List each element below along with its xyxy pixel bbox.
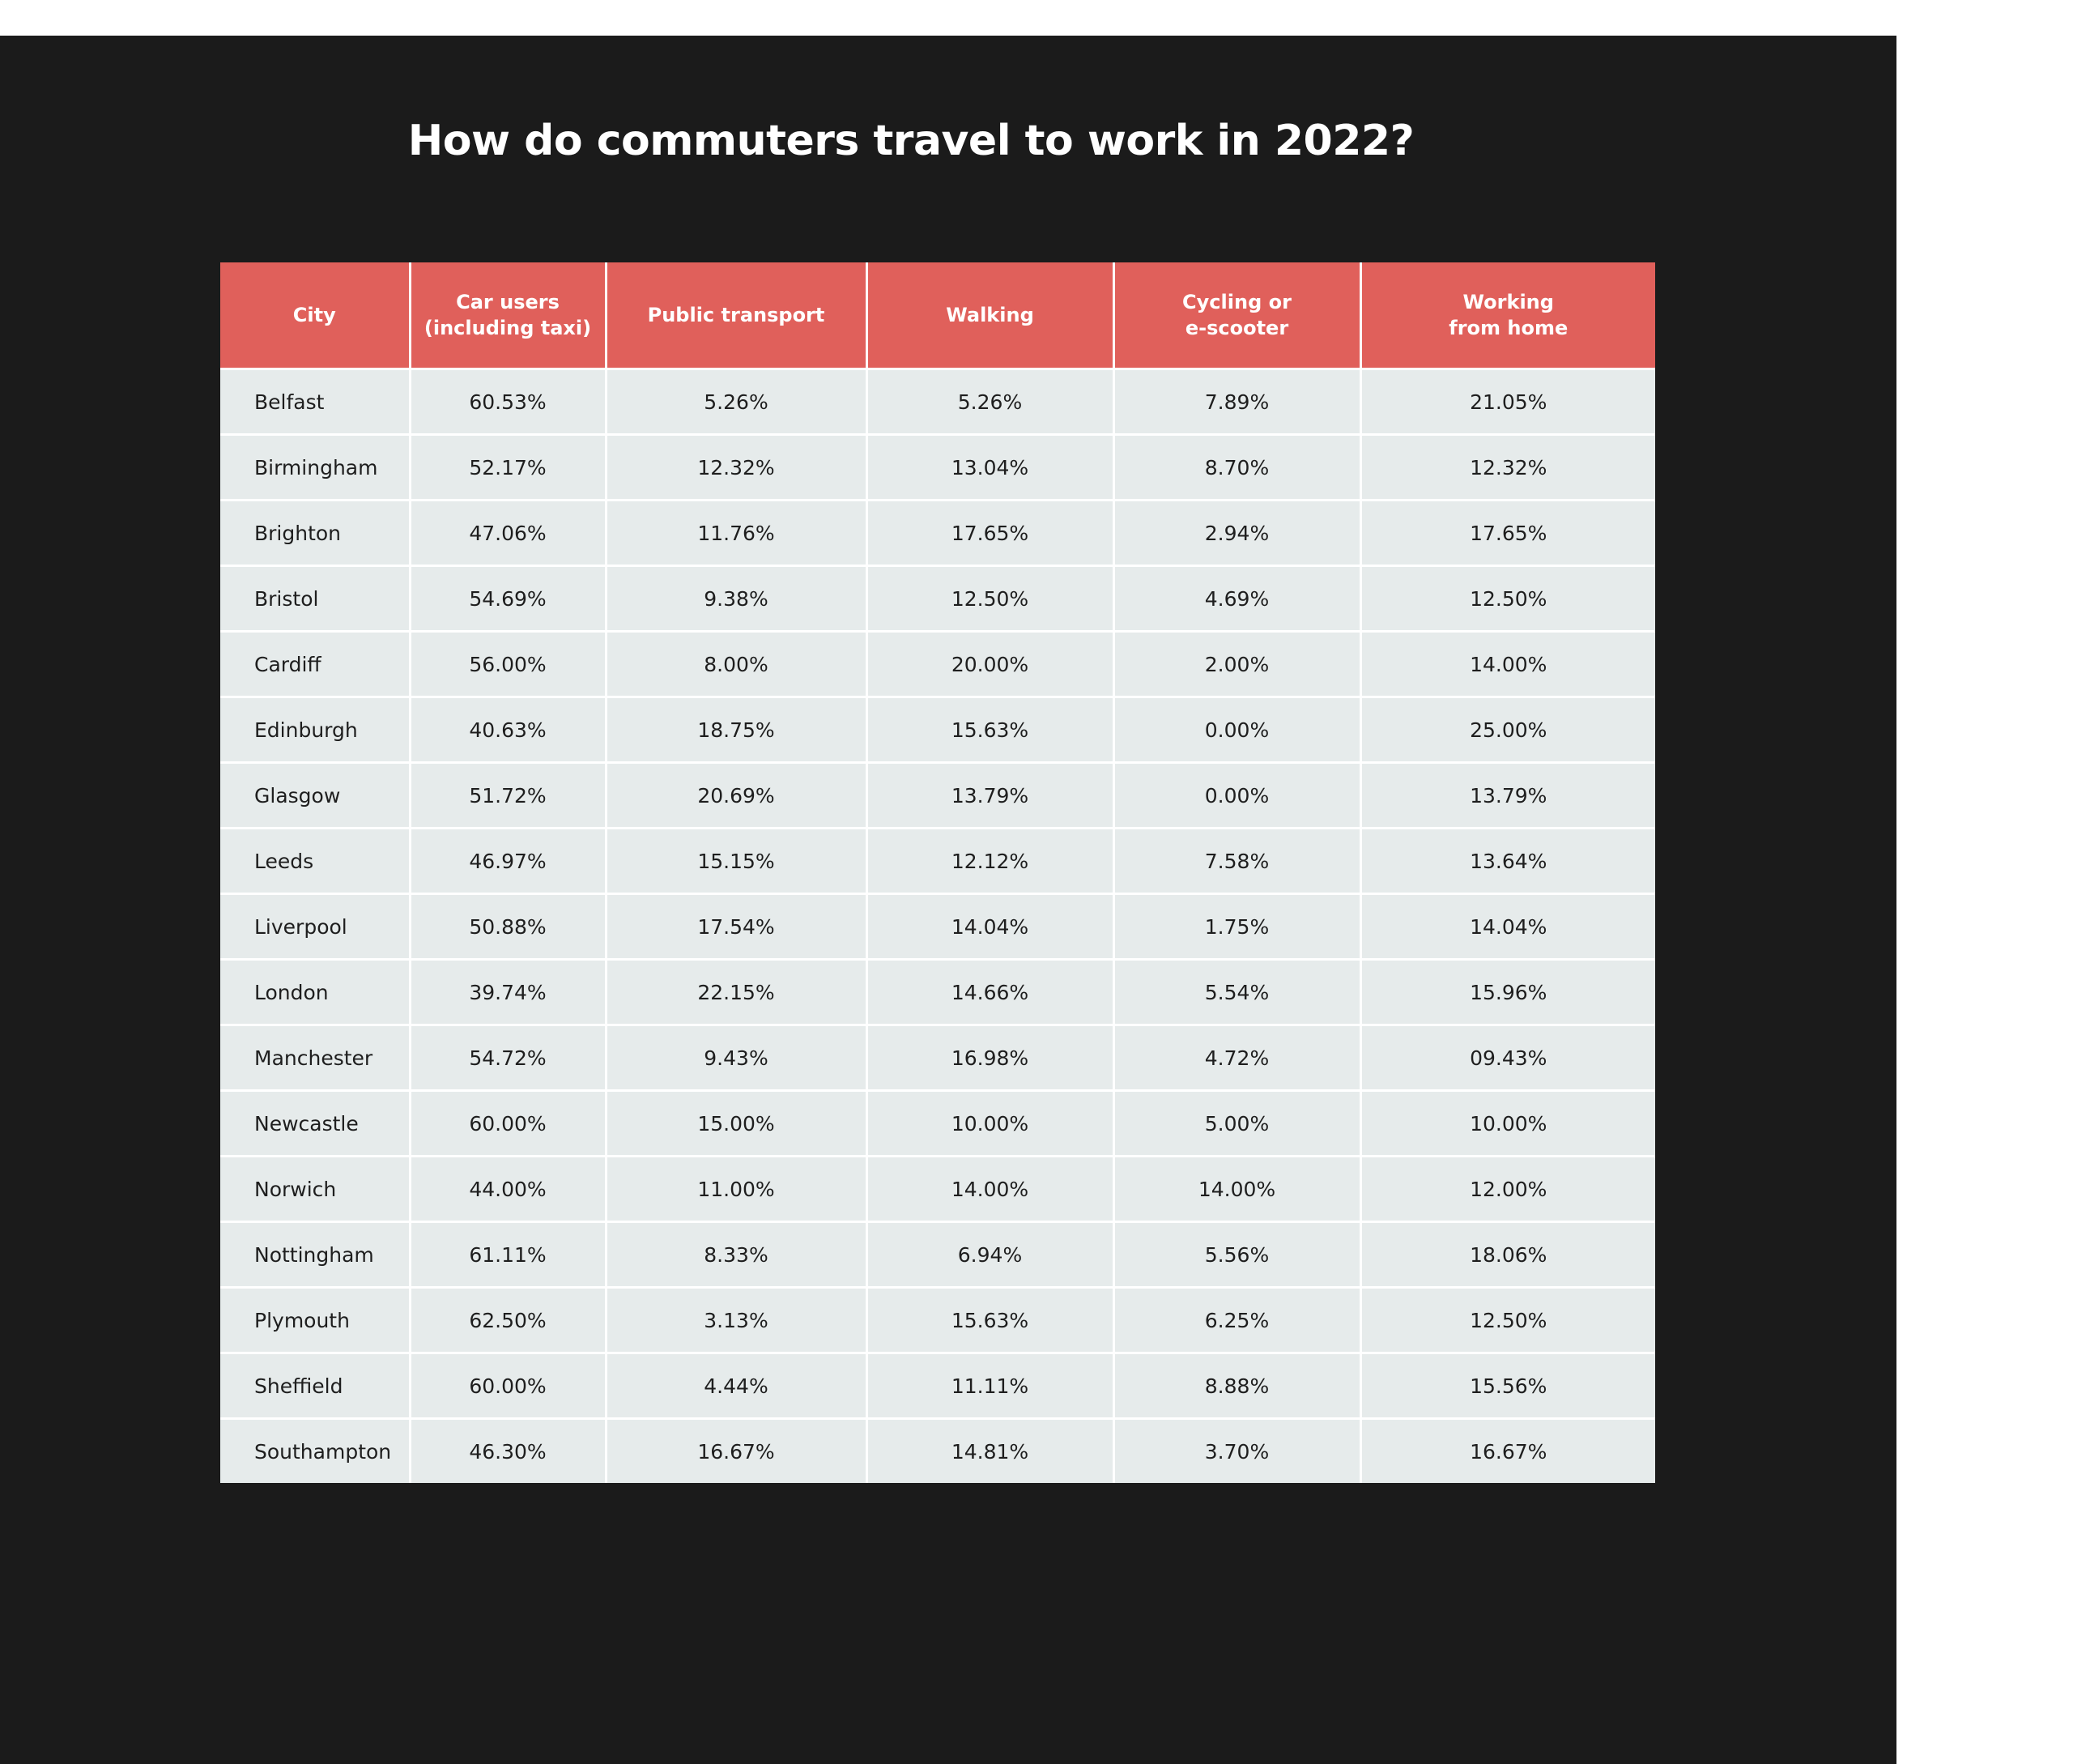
public-transport-cell: 22.15%: [606, 960, 866, 1025]
chart-title: How do commuters travel to work in 2022?: [407, 117, 1415, 165]
walking-cell: 13.04%: [866, 435, 1113, 501]
public-transport-cell: 18.75%: [606, 697, 866, 763]
car-users-cell: 46.30%: [410, 1419, 606, 1484]
cycling-cell: 5.56%: [1113, 1222, 1360, 1288]
working-from-home-cell: 13.64%: [1360, 829, 1655, 894]
city-cell: Brighton: [220, 501, 410, 566]
table-row: [220, 1025, 1655, 1091]
working-from-home-cell: 15.96%: [1360, 960, 1655, 1025]
public-transport-cell: 3.13%: [606, 1288, 866, 1353]
table-row: [220, 763, 1655, 829]
city-cell: Glasgow: [220, 763, 410, 829]
walking-cell: 15.63%: [866, 1288, 1113, 1353]
walking-cell: 14.81%: [866, 1419, 1113, 1484]
city-cell: Leeds: [220, 829, 410, 894]
header-walking: Walking: [866, 262, 1113, 369]
table-row: [220, 960, 1655, 1025]
public-transport-cell: 12.32%: [606, 435, 866, 501]
car-users-cell: 62.50%: [410, 1288, 606, 1353]
city-cell: Southampton: [220, 1419, 410, 1484]
table-row: [220, 1091, 1655, 1157]
walking-cell: 14.66%: [866, 960, 1113, 1025]
working-from-home-cell: 13.79%: [1360, 763, 1655, 829]
public-transport-cell: 15.15%: [606, 829, 866, 894]
cycling-cell: 0.00%: [1113, 697, 1360, 763]
table-row: [220, 1288, 1655, 1353]
cycling-cell: 5.00%: [1113, 1091, 1360, 1157]
car-users-cell: 54.72%: [410, 1025, 606, 1091]
table-row: [220, 501, 1655, 566]
cycling-cell: 5.54%: [1113, 960, 1360, 1025]
working-from-home-cell: 15.56%: [1360, 1353, 1655, 1419]
car-users-cell: 46.97%: [410, 829, 606, 894]
public-transport-cell: 4.44%: [606, 1353, 866, 1419]
working-from-home-cell: 14.00%: [1360, 632, 1655, 697]
car-users-cell: 61.11%: [410, 1222, 606, 1288]
car-users-cell: 54.69%: [410, 566, 606, 632]
walking-cell: 12.12%: [866, 829, 1113, 894]
car-users-cell: 44.00%: [410, 1157, 606, 1222]
working-from-home-cell: 18.06%: [1360, 1222, 1655, 1288]
car-users-cell: 60.00%: [410, 1353, 606, 1419]
walking-cell: 14.00%: [866, 1157, 1113, 1222]
city-cell: Newcastle: [220, 1091, 410, 1157]
cycling-cell: 3.70%: [1113, 1419, 1360, 1484]
car-users-cell: 39.74%: [410, 960, 606, 1025]
cycling-cell: 7.89%: [1113, 369, 1360, 435]
working-from-home-cell: 14.04%: [1360, 894, 1655, 960]
city-cell: Manchester: [220, 1025, 410, 1091]
city-cell: London: [220, 960, 410, 1025]
working-from-home-cell: 25.00%: [1360, 697, 1655, 763]
car-users-cell: 51.72%: [410, 763, 606, 829]
working-from-home-cell: 12.00%: [1360, 1157, 1655, 1222]
header-car-users: Car users (including taxi): [410, 262, 606, 369]
table-row: [220, 632, 1655, 697]
public-transport-cell: 9.43%: [606, 1025, 866, 1091]
walking-cell: 16.98%: [866, 1025, 1113, 1091]
working-from-home-cell: 12.32%: [1360, 435, 1655, 501]
walking-cell: 13.79%: [866, 763, 1113, 829]
header-cycling: Cycling or e-scooter: [1113, 262, 1360, 369]
cycling-cell: 1.75%: [1113, 894, 1360, 960]
car-users-cell: 50.88%: [410, 894, 606, 960]
public-transport-cell: 8.00%: [606, 632, 866, 697]
cycling-cell: 2.94%: [1113, 501, 1360, 566]
cycling-cell: 14.00%: [1113, 1157, 1360, 1222]
working-from-home-cell: 17.65%: [1360, 501, 1655, 566]
public-transport-cell: 9.38%: [606, 566, 866, 632]
public-transport-cell: 11.00%: [606, 1157, 866, 1222]
working-from-home-cell: 12.50%: [1360, 1288, 1655, 1353]
table-row: [220, 894, 1655, 960]
walking-cell: 6.94%: [866, 1222, 1113, 1288]
public-transport-cell: 20.69%: [606, 763, 866, 829]
cycling-cell: 8.70%: [1113, 435, 1360, 501]
cycling-cell: 2.00%: [1113, 632, 1360, 697]
table-row: [220, 566, 1655, 632]
car-users-cell: 52.17%: [410, 435, 606, 501]
public-transport-cell: 17.54%: [606, 894, 866, 960]
city-cell: Liverpool: [220, 894, 410, 960]
city-cell: Birmingham: [220, 435, 410, 501]
car-users-cell: 47.06%: [410, 501, 606, 566]
walking-cell: 17.65%: [866, 501, 1113, 566]
cycling-cell: 7.58%: [1113, 829, 1360, 894]
cycling-cell: 8.88%: [1113, 1353, 1360, 1419]
city-cell: Edinburgh: [220, 697, 410, 763]
city-cell: Sheffield: [220, 1353, 410, 1419]
table-row: [220, 1419, 1655, 1484]
working-from-home-cell: 09.43%: [1360, 1025, 1655, 1091]
table-row: [220, 1157, 1655, 1222]
city-cell: Belfast: [220, 369, 410, 435]
walking-cell: 20.00%: [866, 632, 1113, 697]
cycling-cell: 4.69%: [1113, 566, 1360, 632]
header-city: City: [220, 262, 410, 369]
walking-cell: 11.11%: [866, 1353, 1113, 1419]
city-cell: Norwich: [220, 1157, 410, 1222]
car-users-cell: 60.00%: [410, 1091, 606, 1157]
cycling-cell: 0.00%: [1113, 763, 1360, 829]
car-users-cell: 60.53%: [410, 369, 606, 435]
working-from-home-cell: 21.05%: [1360, 369, 1655, 435]
table-row: [220, 1353, 1655, 1419]
table-row: [220, 697, 1655, 763]
table-body: [220, 369, 1655, 1484]
cycling-cell: 4.72%: [1113, 1025, 1360, 1091]
public-transport-cell: 5.26%: [606, 369, 866, 435]
walking-cell: 10.00%: [866, 1091, 1113, 1157]
public-transport-cell: 11.76%: [606, 501, 866, 566]
header-public-transport: Public transport: [606, 262, 866, 369]
walking-cell: 5.26%: [866, 369, 1113, 435]
public-transport-cell: 15.00%: [606, 1091, 866, 1157]
chart-panel: [0, 36, 1896, 1764]
table-row: [220, 369, 1655, 435]
header-working-from-home: Working from home: [1360, 262, 1655, 369]
table-row: [220, 435, 1655, 501]
walking-cell: 14.04%: [866, 894, 1113, 960]
walking-cell: 12.50%: [866, 566, 1113, 632]
city-cell: Plymouth: [220, 1288, 410, 1353]
working-from-home-cell: 12.50%: [1360, 566, 1655, 632]
public-transport-cell: 8.33%: [606, 1222, 866, 1288]
car-users-cell: 56.00%: [410, 632, 606, 697]
commute-table: [220, 262, 1655, 1483]
walking-cell: 15.63%: [866, 697, 1113, 763]
working-from-home-cell: 10.00%: [1360, 1091, 1655, 1157]
public-transport-cell: 16.67%: [606, 1419, 866, 1484]
table-row: [220, 829, 1655, 894]
city-cell: Nottingham: [220, 1222, 410, 1288]
city-cell: Bristol: [220, 566, 410, 632]
working-from-home-cell: 16.67%: [1360, 1419, 1655, 1484]
cycling-cell: 6.25%: [1113, 1288, 1360, 1353]
city-cell: Cardiff: [220, 632, 410, 697]
header-row: [220, 262, 1655, 369]
car-users-cell: 40.63%: [410, 697, 606, 763]
table-row: [220, 1222, 1655, 1288]
